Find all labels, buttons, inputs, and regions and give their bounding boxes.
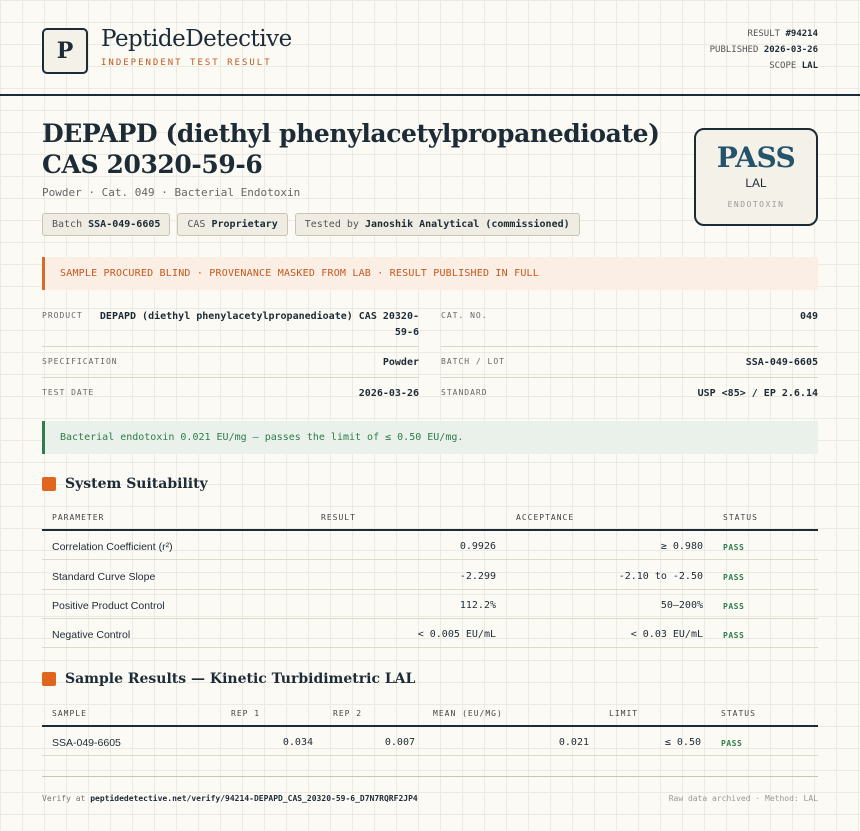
meta-published-value: 2026-03-26 (763, 45, 818, 55)
blind-notice-banner (42, 257, 818, 290)
chip-cas-label: CAS (187, 219, 206, 230)
col-acceptance: ACCEPTANCE (516, 513, 575, 522)
chip-tested-by (295, 213, 580, 236)
info-divider (441, 377, 818, 378)
row-parameter: Correlation Coefficient (r²) (52, 541, 173, 553)
section-marker-icon (42, 672, 56, 686)
footer-note: Raw data archived · Method: LAL (668, 794, 818, 803)
row-parameter: Standard Curve Slope (52, 571, 156, 583)
table-row (42, 531, 818, 560)
verdict-badge (694, 128, 818, 226)
blind-notice-text: SAMPLE PROCURED BLIND · PROVENANCE MASKED FROM LAB · RESULT PUBLISHED IN FULL (60, 268, 539, 279)
info-batch-value: SSA-049-6605 (745, 357, 818, 368)
chip-tested-by-label: Tested by (304, 219, 359, 230)
row-limit: ≤ 0.50 (664, 737, 701, 748)
col-rep1: REP 1 (231, 709, 261, 718)
row-mean: 0.021 (558, 737, 589, 748)
info-standard-value: USP <85> / EP 2.6.14 (697, 388, 818, 399)
info-divider (42, 346, 419, 347)
brand-block (101, 26, 292, 68)
row-result: -2.299 (459, 571, 496, 582)
col-limit: LIMIT (609, 709, 639, 718)
row-status-badge: PASS (723, 573, 745, 582)
row-status-badge: PASS (723, 631, 745, 640)
meta-published (710, 42, 818, 58)
meta-scope-value: LAL (801, 61, 818, 71)
row-acceptance: -2.10 to -2.50 (618, 571, 703, 582)
result-summary-banner (42, 421, 818, 454)
meta-scope-label: SCOPE (769, 61, 797, 71)
result-meta (710, 26, 818, 74)
info-cat-value: 049 (799, 311, 818, 322)
row-acceptance: ≥ 0.980 (660, 541, 703, 552)
col-status: STATUS (723, 513, 758, 522)
meta-result-value: #94214 (785, 29, 818, 39)
row-rep1: 0.034 (282, 737, 313, 748)
info-standard-label: STANDARD (441, 388, 488, 397)
meta-published-label: PUBLISHED (709, 45, 759, 55)
row-parameter: Positive Product Control (52, 600, 165, 612)
row-rep2: 0.007 (384, 737, 415, 748)
col-mean: MEAN (EU/MG) (433, 709, 503, 718)
row-sample: SSA-049-6605 (52, 737, 121, 749)
report-header (42, 26, 818, 76)
info-divider (441, 346, 818, 347)
section-marker-icon (42, 477, 56, 491)
badge-verdict: PASS (716, 141, 796, 174)
info-product-value: DEPAPD (diethyl phenylacetylpropanedioate) CAS 20320-59-6 (99, 311, 419, 338)
table-row (42, 619, 818, 648)
chip-batch-value: SSA-049-6605 (88, 219, 161, 230)
row-status-badge: PASS (723, 543, 745, 552)
row-status-badge: PASS (721, 739, 743, 748)
verify-link[interactable]: peptidedetective.net/verify/94214-DEPAPD_CAS_20320-59-6_D7N7RQRF2JP4 (90, 794, 418, 803)
info-product (42, 311, 419, 341)
info-spec-label: SPECIFICATION (42, 357, 118, 366)
meta-scope (710, 58, 818, 74)
row-result: 112.2% (459, 600, 496, 611)
row-parameter: Negative Control (52, 629, 131, 641)
info-batch-label: BATCH / LOT (441, 357, 505, 366)
badge-category: ENDOTOXIN (727, 200, 785, 209)
chip-batch-label: Batch (52, 219, 83, 230)
col-status: STATUS (721, 709, 756, 718)
col-sample: SAMPLE (52, 709, 87, 718)
suitability-section-header (42, 476, 208, 492)
verify-prefix: Verify at (42, 794, 86, 803)
info-divider (42, 377, 419, 378)
meta-result (710, 26, 818, 42)
chip-tested-by-value: Janoshik Analytical (commissioned) (364, 219, 570, 230)
product-chips (42, 213, 580, 236)
info-standard (441, 388, 818, 418)
result-summary-text: Bacterial endotoxin 0.021 EU/mg — passes the limit of ≤ 0.50 EU/mg. (60, 432, 464, 443)
badge-method: LAL (745, 176, 767, 190)
col-result: RESULT (321, 513, 356, 522)
table-row (42, 561, 818, 590)
row-acceptance: < 0.03 EU/mL (630, 629, 703, 640)
product-title: DEPAPD (diethyl phenylacetylpropanedioate) CAS 20320-59-6 (42, 119, 660, 179)
info-cat-label: CAT. NO. (441, 311, 488, 320)
samples-section-header (42, 671, 415, 687)
chip-cas-value: Proprietary (211, 219, 278, 230)
col-parameter: PARAMETER (52, 513, 105, 522)
table-row (42, 727, 818, 756)
col-rep2: REP 2 (333, 709, 363, 718)
row-result: 0.9926 (459, 541, 496, 552)
info-product-label: PRODUCT (42, 311, 83, 320)
samples-title: Sample Results — Kinetic Turbidimetric LAL (65, 671, 416, 687)
info-batch (441, 357, 818, 387)
info-date-label: TEST DATE (42, 388, 95, 397)
chip-batch (42, 213, 170, 236)
brand-tagline: INDEPENDENT TEST RESULT (101, 58, 272, 68)
row-status-badge: PASS (723, 602, 745, 611)
header-divider (0, 94, 860, 96)
info-spec (42, 357, 419, 387)
meta-result-label: RESULT (747, 29, 781, 39)
verify-line (42, 794, 418, 803)
info-cat (441, 311, 818, 341)
table-row (42, 590, 818, 619)
chip-cas (177, 213, 287, 236)
brand-logo: P (42, 28, 88, 74)
footer-divider (42, 776, 818, 777)
info-date-value: 2026-03-26 (358, 388, 419, 399)
row-result: < 0.005 EU/mL (417, 629, 496, 640)
brand-name: PeptideDetective (101, 26, 292, 52)
row-acceptance: 50–200% (660, 600, 703, 611)
product-subtitle: Powder · Cat. 049 · Bacterial Endotoxin (42, 186, 301, 199)
info-spec-value: Powder (382, 357, 419, 368)
suitability-title: System Suitability (65, 476, 208, 492)
info-date (42, 388, 419, 418)
